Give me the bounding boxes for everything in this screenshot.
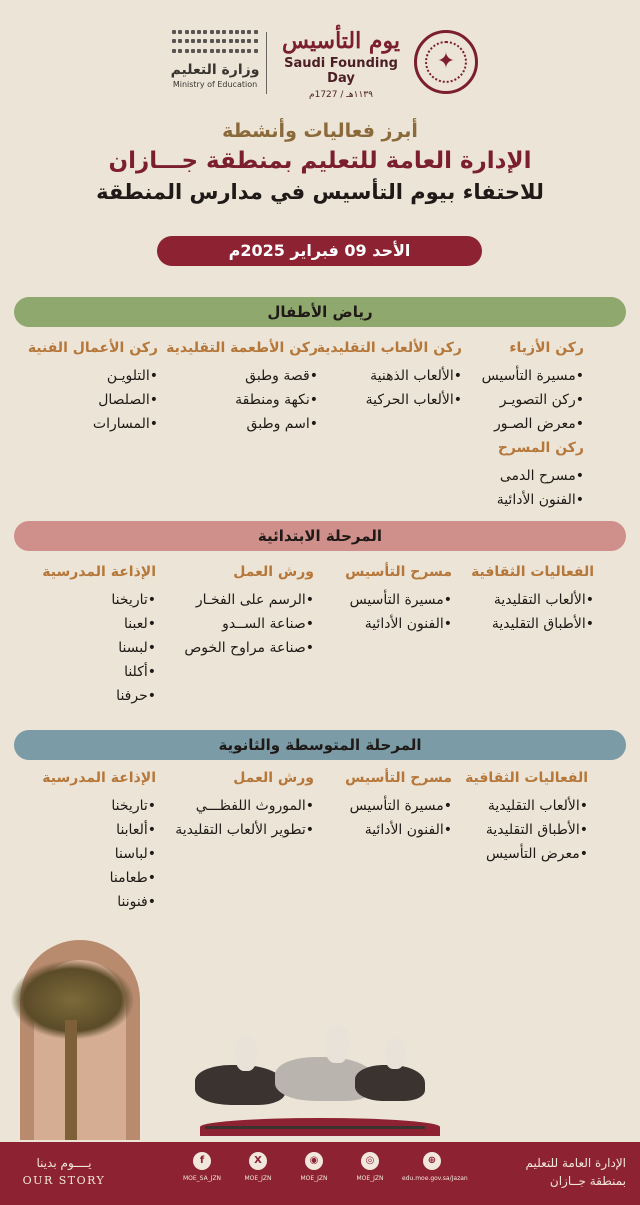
list-item: •تاريخنا: [111, 592, 156, 608]
x-link[interactable]: [236, 1152, 280, 1182]
column-title: الإذاعة المدرسية: [42, 770, 156, 786]
palm-trunk: [65, 1020, 77, 1140]
list-item: •معرض الصـور: [493, 416, 584, 432]
social-label: MOE_JZN: [300, 1175, 328, 1182]
our-story-logo: [14, 1156, 114, 1187]
primary-column-cultural: [471, 564, 594, 636]
social-label: edu.moe.gov.sa/Jazan: [402, 1175, 468, 1182]
header-divider: [266, 32, 267, 94]
list-item: •ركن التصويـر: [499, 392, 584, 408]
column-title: مسرح التأسيس: [345, 564, 452, 580]
kg-column-costumes: [482, 340, 584, 436]
column-title: ركن المسرح: [497, 440, 584, 456]
primary-column-theater: [345, 564, 452, 636]
list-item: •مسرح الدمى: [499, 468, 584, 484]
list-item: •الفنون الأدائية: [364, 822, 452, 838]
secondary-column-radio: [42, 770, 156, 914]
list-item: •الأطباق التقليدية: [485, 822, 588, 838]
snapchat-icon: ◉: [305, 1152, 323, 1170]
list-item: •اسم وطبق: [246, 416, 318, 432]
facebook-link[interactable]: [180, 1152, 224, 1182]
story-ar: يــــوم بدينا: [36, 1156, 92, 1170]
column-title: الإذاعة المدرسية: [42, 564, 156, 580]
social-label: MOE_JZN: [356, 1175, 384, 1182]
kg-column-arts: [28, 340, 158, 436]
secondary-column-cultural: [465, 770, 588, 866]
story-en: OUR STORY: [22, 1174, 106, 1187]
list-item: •معرض التأسيس: [485, 846, 588, 862]
founding-day-years: ١١٣٩هـ / 1727م: [309, 90, 373, 100]
column-title: ركن الألعاب التقليدية: [316, 340, 462, 356]
list-item: •مسيرة التأسيس: [481, 368, 584, 384]
social-label: MOE_SA_JZN: [182, 1175, 222, 1182]
column-title: ركن الأزياء: [509, 340, 584, 356]
facebook-icon: f: [193, 1152, 211, 1170]
list-item: •أكلنا: [124, 664, 156, 680]
list-item: •الألعاب التقليدية: [493, 592, 594, 608]
list-item: •المسارات: [92, 416, 158, 432]
list-item: •الألعاب الحركية: [365, 392, 462, 408]
founding-day-logo: [270, 28, 412, 100]
primary-column-radio: [42, 564, 156, 708]
secondary-column-theater: [345, 770, 452, 842]
list-item: •الرسم على الفخـار: [195, 592, 314, 608]
horse-riders-icon: [195, 1035, 435, 1135]
founding-day-ar: يوم التأسيس: [281, 28, 401, 54]
moe-name-ar: وزارة التعليم: [170, 62, 260, 78]
globe-icon: ⊕: [423, 1152, 441, 1170]
list-item: •فنوننا: [117, 894, 156, 910]
list-item: •ألعابنا: [116, 822, 156, 838]
list-item: •الفنون الأدائية: [364, 616, 452, 632]
list-item: •التلويـن: [106, 368, 158, 384]
list-item: •الفنون الأدائية: [496, 492, 584, 508]
list-item: •صناعة الســدو: [222, 616, 314, 632]
header: [0, 20, 640, 105]
list-item: •الأطباق التقليدية: [491, 616, 594, 632]
column-title: الفعاليات الثقافية: [471, 564, 594, 580]
moe-logo: [165, 30, 265, 89]
moe-dots-icon: [172, 30, 258, 56]
org-line-1: الإدارة العامة للتعليم: [525, 1156, 626, 1170]
footer-org-name: [496, 1154, 626, 1190]
kg-column-theater: [497, 440, 584, 512]
list-item: •تطوير الألعاب التقليدية: [175, 822, 314, 838]
title-line-3: للاحتفاء بيوم التأسيس في مدارس المنطقة: [96, 180, 544, 204]
column-title: ورش العمل: [233, 564, 314, 580]
list-item: •حرفنا: [116, 688, 156, 704]
snapchat-link[interactable]: [292, 1152, 336, 1182]
list-item: •صناعة مراوح الخوص: [184, 640, 314, 656]
decorative-illustration: [0, 940, 640, 1145]
column-title: ورش العمل: [233, 770, 314, 786]
list-item: •نكهة ومنطقة: [235, 392, 318, 408]
instagram-icon: ◎: [361, 1152, 379, 1170]
list-item: •طعامنا: [109, 870, 156, 886]
secondary-column-workshops: [175, 770, 314, 842]
list-item: •تاريخنا: [111, 798, 156, 814]
social-label: MOE_JZN: [244, 1175, 272, 1182]
title-line-1: أبرز فعاليات وأنشطة: [222, 120, 418, 142]
kg-column-foods: [166, 340, 318, 436]
column-title: مسرح التأسيس: [345, 770, 452, 786]
list-item: •لبسنا: [118, 640, 156, 656]
page-titles: [0, 120, 640, 204]
kindergarten-band: رياض الأطفال: [14, 297, 626, 327]
date-badge: الأحد 09 فبراير 2025م: [157, 236, 482, 266]
x-icon: X: [249, 1152, 267, 1170]
list-item: •قصة وطبق: [245, 368, 318, 384]
list-item: •الألعاب التقليدية: [487, 798, 588, 814]
title-line-2: الإدارة العامة للتعليم بمنطقة جـــازان: [108, 148, 532, 174]
primary-band: المرحلة الابتدائية: [14, 521, 626, 551]
column-title: ركن الأطعمة التقليدية: [166, 340, 318, 356]
org-line-2: بمنطقة جــازان: [549, 1174, 626, 1188]
list-item: •مسيرة التأسيس: [349, 798, 452, 814]
website-link[interactable]: [402, 1152, 468, 1182]
secondary-band: المرحلة المتوسطة والثانوية: [14, 730, 626, 760]
list-item: •مسيرة التأسيس: [349, 592, 452, 608]
founding-emblem-icon: ✦: [414, 30, 478, 94]
list-item: •الألعاب الذهنية: [370, 368, 462, 384]
list-item: •الصلصال: [98, 392, 158, 408]
primary-column-workshops: [184, 564, 314, 660]
moe-name-en: Ministry of Education: [172, 80, 258, 89]
list-item: •الموروث اللفظـــي: [195, 798, 314, 814]
instagram-link[interactable]: [348, 1152, 392, 1182]
kg-column-games: [317, 340, 462, 412]
social-links: [180, 1152, 468, 1196]
list-item: •لعبنا: [124, 616, 156, 632]
footer: [0, 1142, 640, 1205]
founding-day-en: Saudi Founding Day: [284, 56, 398, 86]
column-title: ركن الأعمال الفنية: [27, 340, 158, 356]
list-item: •لباسنا: [114, 846, 156, 862]
column-title: الفعاليات الثقافية: [465, 770, 588, 786]
